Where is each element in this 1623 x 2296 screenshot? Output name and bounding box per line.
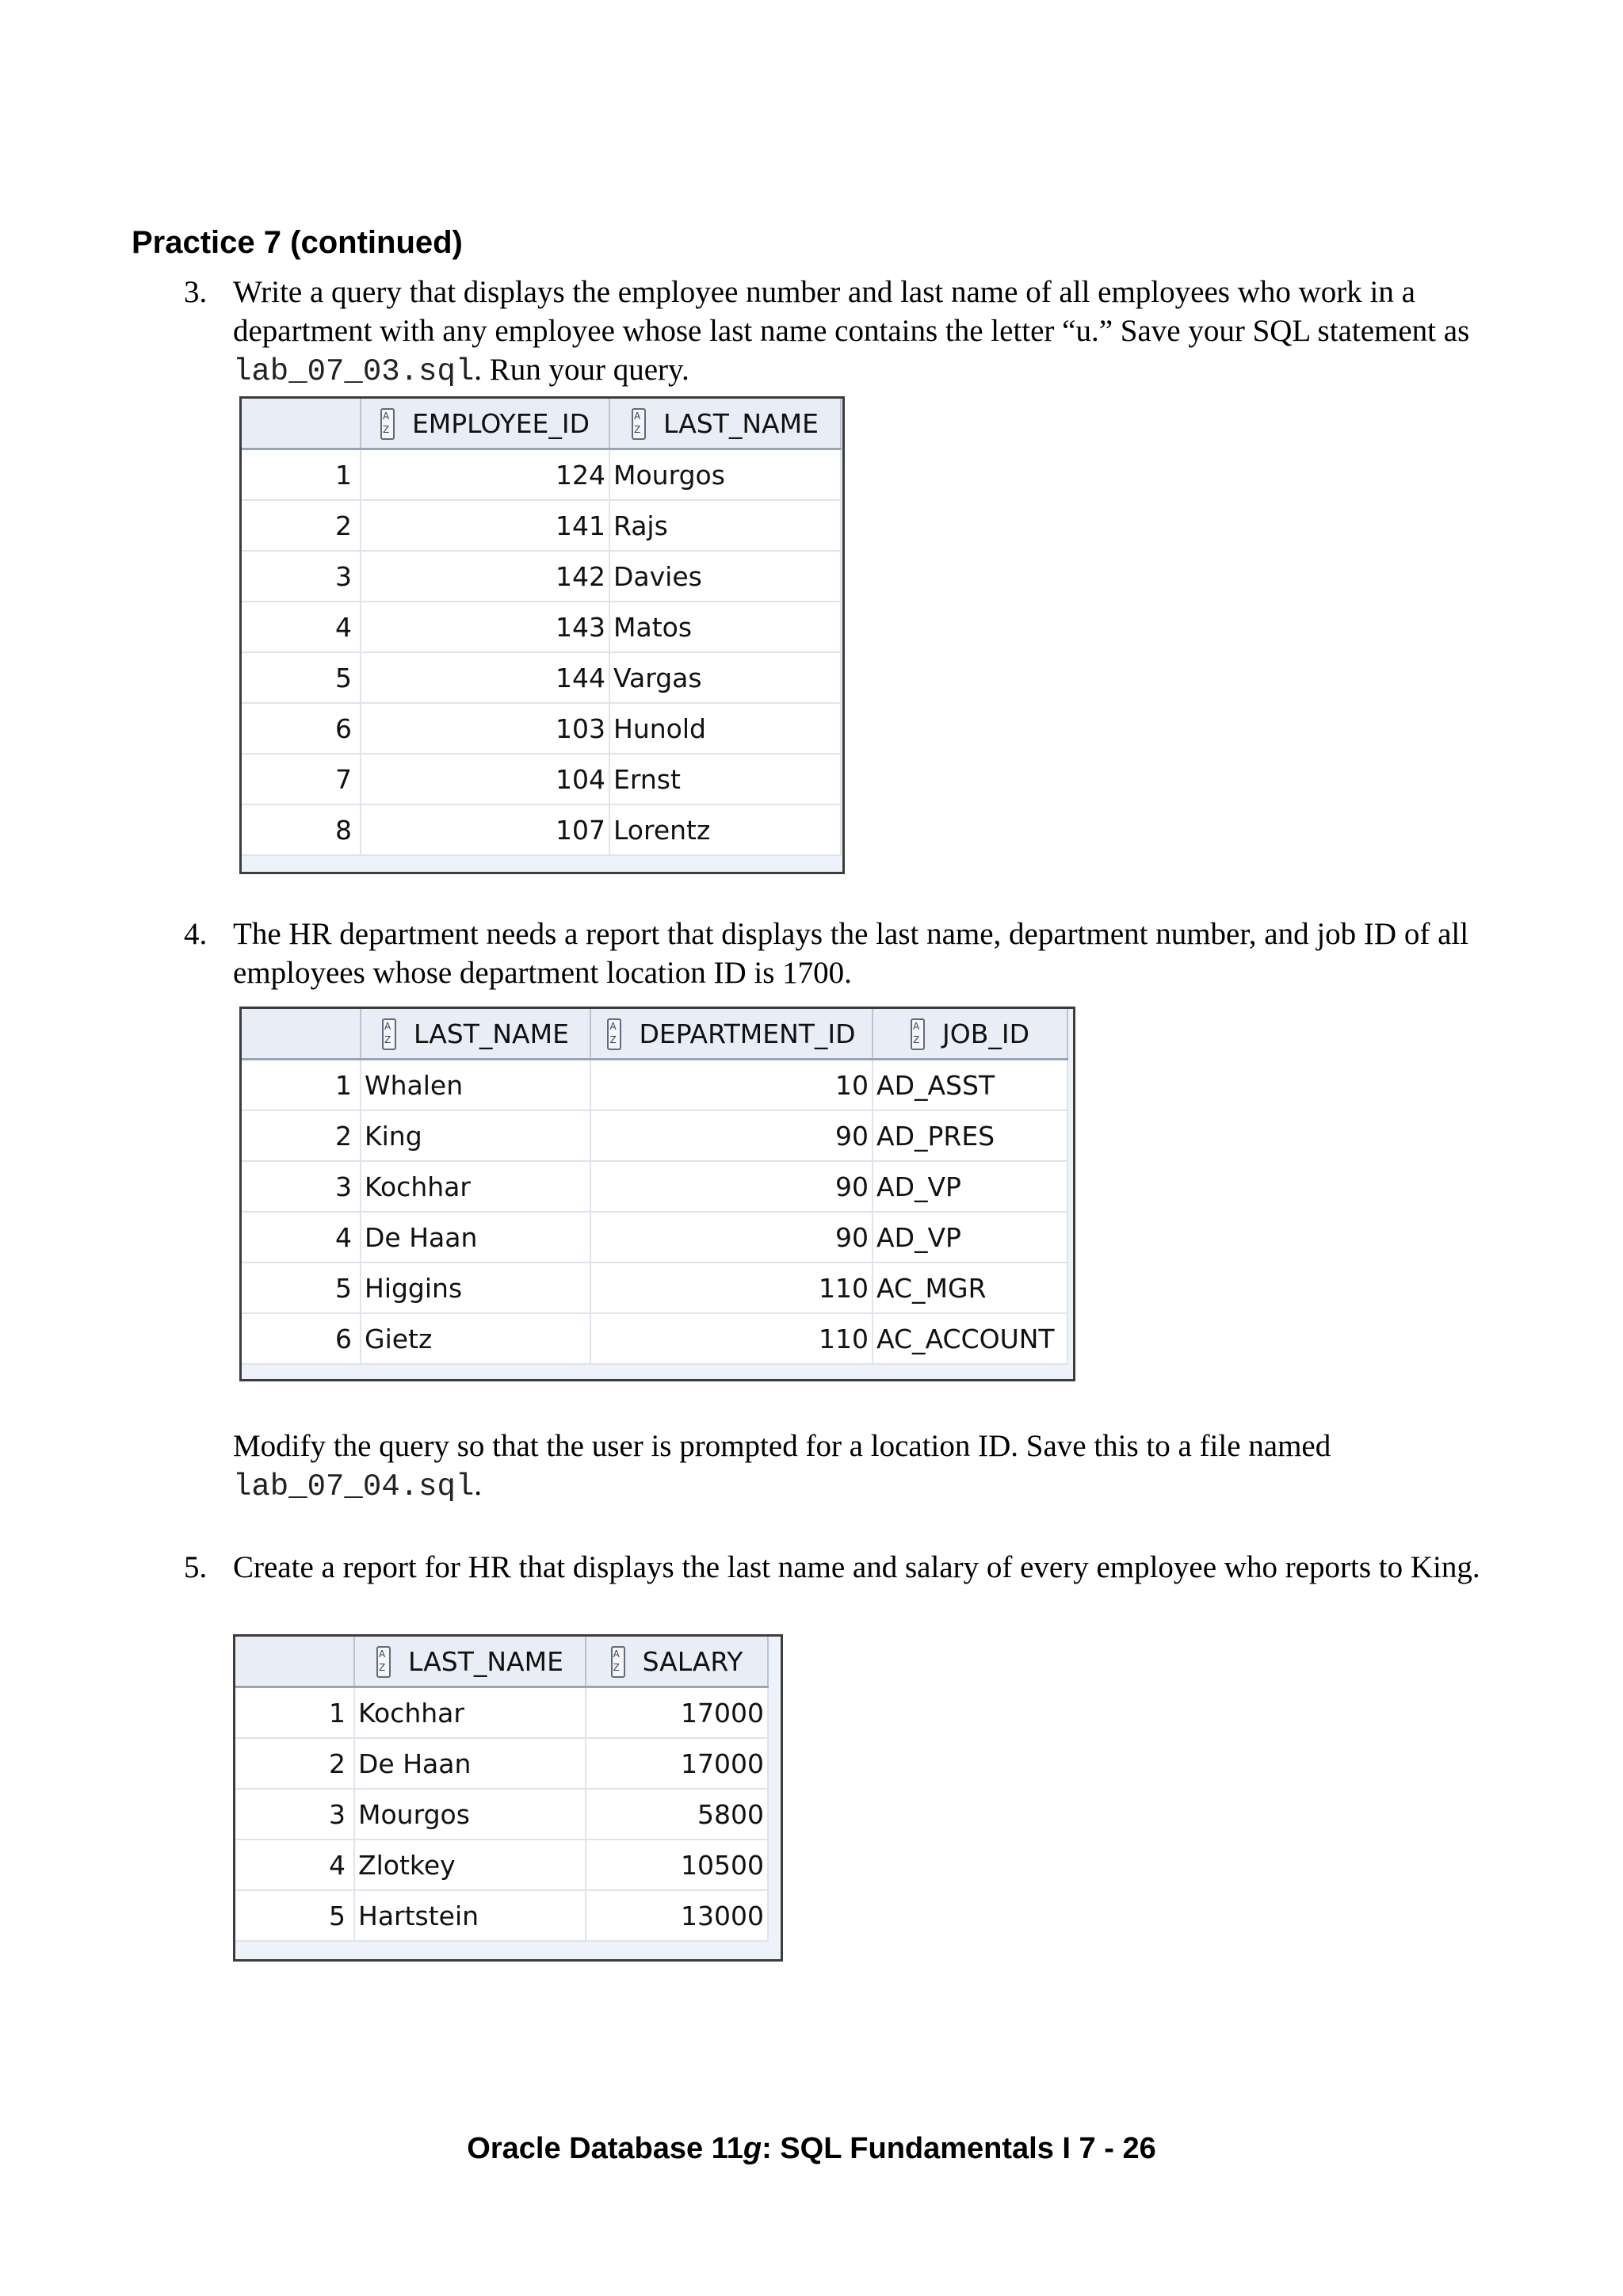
cell-last-name[interactable]: Kochhar bbox=[354, 1687, 586, 1739]
row-number: 2 bbox=[235, 1738, 354, 1789]
row-number: 2 bbox=[242, 1110, 361, 1161]
row-number: 5 bbox=[242, 652, 361, 703]
cell-last-name[interactable]: Kochhar bbox=[361, 1161, 590, 1212]
question-3 bbox=[184, 273, 1515, 392]
sort-icon[interactable] bbox=[382, 1018, 396, 1050]
question-3-filename: lab_07_03.sql bbox=[233, 354, 475, 389]
table-row[interactable] bbox=[242, 1263, 1067, 1313]
question-4-filename: lab_07_04.sql bbox=[233, 1469, 475, 1504]
cell-last-name[interactable]: King bbox=[361, 1110, 590, 1161]
table-row[interactable] bbox=[242, 551, 841, 602]
cell-job-id[interactable]: AD_PRES bbox=[873, 1110, 1067, 1161]
question-4-modify-text bbox=[233, 1427, 1517, 1507]
table-row[interactable] bbox=[242, 602, 841, 652]
cell-department-id[interactable]: 110 bbox=[590, 1313, 873, 1364]
cell-salary[interactable]: 17000 bbox=[586, 1687, 768, 1739]
modify-text: Modify the query so that the user is prompted for a location ID. Save this to a file named bbox=[233, 1429, 1331, 1463]
row-number: 1 bbox=[235, 1687, 354, 1739]
cell-last-name[interactable]: Whalen bbox=[361, 1060, 590, 1111]
results-table-q5 bbox=[235, 1637, 769, 1942]
cell-last-name[interactable]: De Haan bbox=[361, 1212, 590, 1263]
cell-last-name[interactable]: Higgins bbox=[361, 1263, 590, 1313]
table-row[interactable] bbox=[242, 754, 841, 804]
table-row[interactable] bbox=[242, 500, 841, 551]
page-footer bbox=[0, 2130, 1623, 2167]
cell-last-name[interactable]: Hartstein bbox=[354, 1890, 586, 1941]
row-number: 3 bbox=[242, 551, 361, 602]
row-number: 3 bbox=[235, 1789, 354, 1839]
cell-employee-id[interactable]: 142 bbox=[361, 551, 609, 602]
question-5-number: 5. bbox=[184, 1550, 208, 1584]
question-4-text: The HR department needs a report that displays the last name, department number, and job ID of all employees whose department location ID is 1700. bbox=[233, 917, 1469, 990]
cell-employee-id[interactable]: 107 bbox=[361, 804, 609, 855]
cell-last-name[interactable]: Mourgos bbox=[354, 1789, 586, 1839]
sort-icon[interactable] bbox=[380, 408, 395, 440]
cell-job-id[interactable]: AD_ASST bbox=[873, 1060, 1067, 1111]
table-row[interactable] bbox=[242, 804, 841, 855]
cell-last-name[interactable]: De Haan bbox=[354, 1738, 586, 1789]
cell-employee-id[interactable]: 124 bbox=[361, 449, 609, 501]
cell-last-name[interactable]: Zlotkey bbox=[354, 1839, 586, 1890]
results-grid-q3 bbox=[239, 396, 845, 874]
cell-last-name[interactable]: Lorentz bbox=[609, 804, 841, 855]
cell-employee-id[interactable]: 143 bbox=[361, 602, 609, 652]
question-3-text-part1: Write a query that displays the employee number and last name of all employees who work in a department with any employee whose last name contains the letter “u.” Save your SQL statement as bbox=[233, 275, 1470, 348]
cell-last-name[interactable]: Mourgos bbox=[609, 449, 841, 501]
cell-last-name[interactable]: Matos bbox=[609, 602, 841, 652]
cell-last-name[interactable]: Rajs bbox=[609, 500, 841, 551]
column-header-last-name[interactable]: A Z LAST_NAME bbox=[609, 399, 841, 449]
table-row[interactable] bbox=[235, 1738, 768, 1789]
question-3-text-part2: . Run your query. bbox=[474, 353, 689, 387]
question-5-text: Create a report for HR that displays the last name and salary of every employee who reports to King. bbox=[233, 1550, 1480, 1584]
row-number: 3 bbox=[242, 1161, 361, 1212]
footer-part1: Oracle Database 11 bbox=[467, 2132, 743, 2165]
results-table-q3 bbox=[242, 399, 842, 856]
cell-department-id[interactable]: 90 bbox=[590, 1110, 873, 1161]
cell-job-id[interactable]: AC_ACCOUNT bbox=[873, 1313, 1067, 1364]
table-row[interactable] bbox=[242, 1212, 1067, 1263]
row-number: 4 bbox=[242, 1212, 361, 1263]
results-table-q4 bbox=[242, 1009, 1068, 1365]
row-number: 4 bbox=[235, 1839, 354, 1890]
column-header-job-id[interactable]: A Z JOB_ID bbox=[873, 1009, 1067, 1060]
cell-last-name[interactable]: Gietz bbox=[361, 1313, 590, 1364]
column-header-employee-id[interactable]: A ZEMPLOYEE_ID bbox=[361, 399, 609, 449]
footer-italic: g bbox=[743, 2132, 762, 2165]
table-row[interactable] bbox=[242, 1060, 1067, 1111]
table-row[interactable] bbox=[235, 1890, 768, 1941]
sort-icon[interactable] bbox=[632, 408, 646, 440]
question-5 bbox=[184, 1548, 1515, 1587]
row-number: 2 bbox=[242, 500, 361, 551]
cell-employee-id[interactable]: 144 bbox=[361, 652, 609, 703]
row-number: 1 bbox=[242, 449, 361, 501]
cell-salary[interactable]: 17000 bbox=[586, 1738, 768, 1789]
footer-part2: : SQL Fundamentals I 7 - 26 bbox=[762, 2132, 1156, 2165]
cell-department-id[interactable]: 90 bbox=[590, 1212, 873, 1263]
row-number: 6 bbox=[242, 1313, 361, 1364]
row-number: 5 bbox=[242, 1263, 361, 1313]
results-grid-q5 bbox=[233, 1634, 783, 1962]
sort-icon[interactable] bbox=[611, 1646, 625, 1678]
row-number: 6 bbox=[242, 703, 361, 754]
results-grid-q4 bbox=[239, 1007, 1075, 1381]
cell-employee-id[interactable]: 104 bbox=[361, 754, 609, 804]
sort-icon[interactable] bbox=[911, 1018, 925, 1050]
table-row[interactable] bbox=[242, 1161, 1067, 1212]
cell-job-id[interactable]: AC_MGR bbox=[873, 1263, 1067, 1313]
cell-last-name[interactable]: Davies bbox=[609, 551, 841, 602]
row-number: 5 bbox=[235, 1890, 354, 1941]
results-header-row-q5 bbox=[235, 1637, 768, 1687]
question-3-number: 3. bbox=[184, 275, 208, 309]
cell-salary[interactable]: 5800 bbox=[586, 1789, 768, 1839]
sort-icon[interactable] bbox=[376, 1646, 391, 1678]
table-row[interactable] bbox=[242, 652, 841, 703]
cell-last-name[interactable]: Vargas bbox=[609, 652, 841, 703]
cell-last-name[interactable]: Hunold bbox=[609, 703, 841, 754]
column-header-last-name[interactable]: A ZLAST_NAME bbox=[354, 1637, 586, 1687]
table-row[interactable] bbox=[235, 1687, 768, 1739]
row-number: 7 bbox=[242, 754, 361, 804]
page-heading: Practice 7 (continued) bbox=[132, 225, 463, 260]
row-number: 8 bbox=[242, 804, 361, 855]
cell-department-id[interactable]: 110 bbox=[590, 1263, 873, 1313]
column-header-salary[interactable]: A Z SALARY bbox=[586, 1637, 768, 1687]
table-row[interactable] bbox=[235, 1789, 768, 1839]
cell-employee-id[interactable]: 141 bbox=[361, 500, 609, 551]
cell-last-name[interactable]: Ernst bbox=[609, 754, 841, 804]
cell-department-id[interactable]: 10 bbox=[590, 1060, 873, 1111]
column-header-department-id[interactable]: A Z DEPARTMENT_ID bbox=[590, 1009, 873, 1060]
cell-job-id[interactable]: AD_VP bbox=[873, 1212, 1067, 1263]
row-number: 4 bbox=[242, 602, 361, 652]
table-row[interactable] bbox=[242, 703, 841, 754]
cell-salary[interactable]: 10500 bbox=[586, 1839, 768, 1890]
cell-employee-id[interactable]: 103 bbox=[361, 703, 609, 754]
cell-department-id[interactable]: 90 bbox=[590, 1161, 873, 1212]
table-row[interactable] bbox=[235, 1839, 768, 1890]
table-row[interactable] bbox=[242, 449, 841, 501]
modify-text-end: . bbox=[474, 1468, 482, 1502]
table-row[interactable] bbox=[242, 1313, 1067, 1364]
cell-job-id[interactable]: AD_VP bbox=[873, 1161, 1067, 1212]
row-number-header bbox=[242, 1009, 361, 1060]
row-number-header bbox=[235, 1637, 354, 1687]
question-3-text bbox=[233, 273, 1515, 392]
row-number-header bbox=[242, 399, 361, 449]
results-header-row-q3 bbox=[242, 399, 841, 449]
sort-icon[interactable] bbox=[607, 1018, 621, 1050]
table-row[interactable] bbox=[242, 1110, 1067, 1161]
row-number: 1 bbox=[242, 1060, 361, 1111]
question-4-number: 4. bbox=[184, 917, 208, 951]
cell-salary[interactable]: 13000 bbox=[586, 1890, 768, 1941]
question-4 bbox=[184, 915, 1515, 992]
column-header-last-name[interactable]: A ZLAST_NAME bbox=[361, 1009, 590, 1060]
results-header-row-q4 bbox=[242, 1009, 1067, 1060]
